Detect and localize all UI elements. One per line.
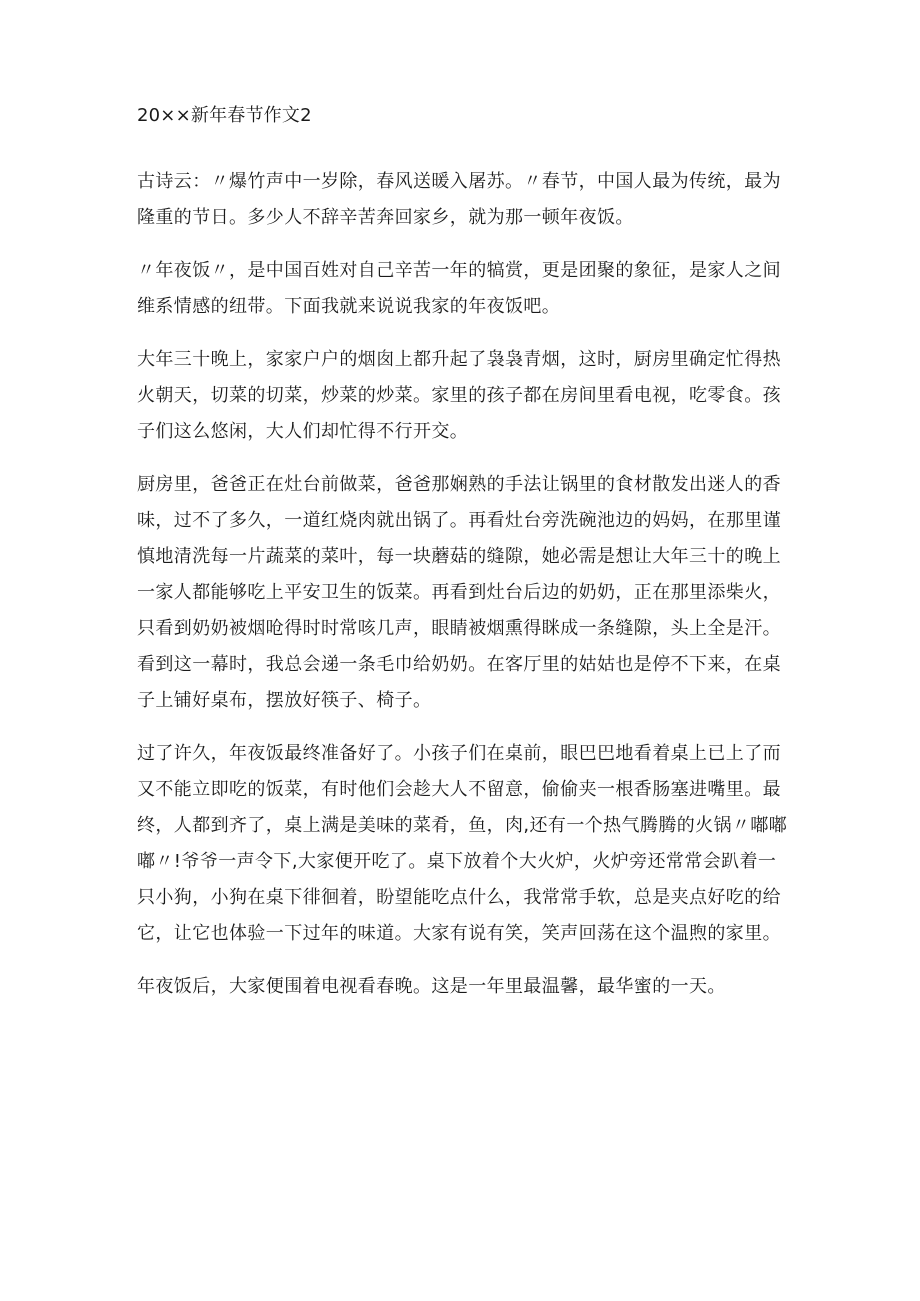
paragraph-1 xyxy=(137,164,789,236)
text-line: 只小狗，小狗在桌下徘徊着，盼望能吃点什么，我常常手软，总是夹点好吃的给 xyxy=(137,887,781,908)
text-line: 隆重的节日。多少人不辞辛苦奔回家乡，就为那一顿年夜饭。 xyxy=(137,207,634,228)
text-line: 终，人都到齐了，桌上满是美味的菜肴，鱼，肉,还有一个热气腾腾的火锅〃嘟嘟 xyxy=(137,815,788,836)
text-line: 只看到奶奶被烟呛得时时常咳几声，眼睛被烟熏得眯成一条缝隙，头上全是汗。 xyxy=(137,618,781,639)
text-line: 火朝天，切菜的切菜，炒菜的炒菜。家里的孩子都在房间里看电视，吃零食。孩 xyxy=(137,385,781,406)
document-body xyxy=(137,164,789,1022)
text-line: 看到这一幕时，我总会递一条毛巾给奶奶。在客厅里的姑姑也是停不下来，在桌 xyxy=(137,654,781,675)
text-line: 又不能立即吃的饭菜，有时他们会趁大人不留意，偷偷夹一根香肠塞进嘴里。最 xyxy=(137,779,781,800)
text-line: 子们这么悠闲，大人们却忙得不行开交。 xyxy=(137,421,469,442)
text-line: 子上铺好桌布，摆放好筷子、椅子。 xyxy=(137,690,432,711)
paragraph-2 xyxy=(137,253,789,325)
text-line: 维系情感的纽带。下面我就来说说我家的年夜饭吧。 xyxy=(137,296,561,317)
text-line: 〃年夜饭〃，是中国百姓对自己辛苦一年的犒赏，更是团聚的象征，是家人之间 xyxy=(137,260,781,281)
paragraph-3 xyxy=(137,342,789,450)
text-line: 厨房里，爸爸正在灶台前做菜，爸爸那娴熟的手法让锅里的食材散发出迷人的香 xyxy=(137,474,781,495)
text-line: 一家人都能够吃上平安卫生的饭菜。再看到灶台后边的奶奶，正在那里添柴火， xyxy=(137,582,781,603)
text-line: 大年三十晚上，家家户户的烟囱上都升起了袅袅青烟，这时，厨房里确定忙得热 xyxy=(137,349,781,370)
text-line: 过了许久，年夜饭最终准备好了。小孩子们在桌前，眼巴巴地看着桌上已上了而 xyxy=(137,743,781,764)
text-line: 它，让它也体验一下过年的味道。大家有说有笑，笑声回荡在这个温煦的家里。 xyxy=(137,923,781,944)
paragraph-6 xyxy=(137,969,789,1005)
text-line: 味，过不了多久，一道红烧肉就出锅了。再看灶台旁洗碗池边的妈妈，在那里谨 xyxy=(137,510,781,531)
text-line: 年夜饭后，大家便围着电视看春晚。这是一年里最温馨，最华蜜的一天。 xyxy=(137,976,726,997)
document-title: 20××新年春节作文2 xyxy=(137,105,312,126)
paragraph-4 xyxy=(137,467,789,719)
paragraph-5 xyxy=(137,736,789,952)
text-line: 慎地清洗每一片蔬菜的菜叶，每一块蘑菇的缝隙，她必需是想让大年三十的晚上 xyxy=(137,546,781,567)
text-line: 古诗云：〃爆竹声中一岁除，春风送暖入屠苏。〃春节，中国人最为传统，最为 xyxy=(137,171,781,192)
text-line: 嘟〃!爷爷一声令下,大家便开吃了。桌下放着个大火炉，火炉旁还常常会趴着一 xyxy=(137,851,777,872)
